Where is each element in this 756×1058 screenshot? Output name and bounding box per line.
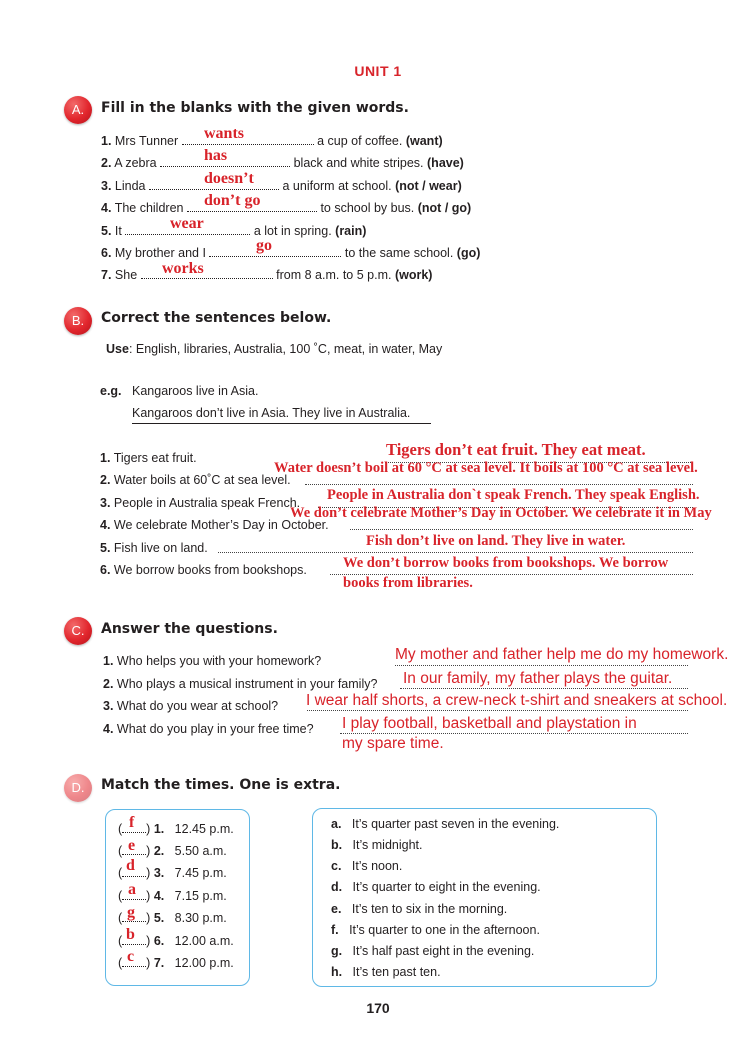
b-item-1: 1. Tigers eat fruit. — [100, 451, 197, 465]
c-item-4: 4. What do you play in your free time? — [103, 722, 314, 736]
b-answer-6b: books from libraries. — [343, 575, 473, 591]
option-c: c. It’s noon. — [331, 859, 403, 873]
d-answer-1: f — [129, 814, 135, 831]
section-a-badge: A. — [64, 96, 92, 124]
b-answer-6a: We don’t borrow books from bookshops. We borrow — [343, 555, 669, 571]
a-item-1: 1. Mrs Tunner a cup of coffee. (want) — [101, 134, 443, 148]
a-answer-3: doesn’t — [204, 170, 254, 187]
section-c-badge: C. — [64, 617, 92, 645]
a-item-7: 7. She from 8 a.m. to 5 p.m. (work) — [101, 268, 433, 282]
a-item-4: 4. The children to school by bus. (not / go) — [101, 201, 472, 215]
section-b-badge: B. — [64, 307, 92, 335]
a-answer-5: wear — [170, 215, 204, 232]
a-item-6: 6. My brother and I to the same school. (go) — [101, 246, 481, 260]
c-answer-3: I wear half shorts, a crew-neck t-shirt and sneakers at school. — [306, 692, 728, 709]
b-item-3: 3. People in Australia speak French. — [100, 496, 301, 510]
section-b-title: Correct the sentences below. — [101, 310, 332, 326]
option-a: a. It’s quarter past seven in the evening. — [331, 817, 560, 831]
d-answer-6: b — [126, 926, 135, 943]
b-answer-3: People in Australia don`t speak French. They speak English. — [327, 487, 700, 503]
b-answer-5: Fish don’t live on land. They live in water. — [366, 533, 626, 549]
c-answer-2: In our family, my father plays the guitar. — [403, 670, 673, 687]
b-answer-4: We don’t celebrate Mother’s Day in October. We celebrate it in May — [290, 505, 712, 521]
d-answer-4: a — [128, 881, 136, 898]
section-d-title: Match the times. One is extra. — [101, 777, 341, 793]
a-answer-4: don’t go — [204, 192, 261, 209]
b-item-4: 4. We celebrate Mother’s Day in October. — [100, 518, 329, 532]
page-number: 170 — [366, 1000, 390, 1016]
b-answer-1: Tigers don’t eat fruit. They eat meat. — [386, 440, 646, 459]
c-dotline-3 — [307, 710, 688, 711]
c-item-3: 3. What do you wear at school? — [103, 699, 279, 713]
a-item-2: 2. A zebra black and white stripes. (have) — [101, 156, 464, 170]
example-sentence: Kangaroos live in Asia. — [132, 384, 259, 398]
d-answer-7: c — [127, 948, 135, 965]
time-row-7: ( ) 7. 12.00 p.m. — [118, 956, 234, 970]
time-row-3: ( ) 3. 7.45 p.m. — [118, 866, 227, 880]
a-item-5: 5. It a lot in spring. (rain) — [101, 224, 367, 238]
option-e: e. It’s ten to six in the morning. — [331, 902, 508, 916]
option-g: g. It’s half past eight in the evening. — [331, 944, 535, 958]
c-dotline-4 — [340, 733, 688, 734]
option-f: f. It’s quarter to one in the afternoon. — [331, 923, 540, 937]
a-answer-2: has — [204, 147, 228, 164]
option-d: d. It’s quarter to eight in the evening. — [331, 880, 541, 894]
b-dotline-2 — [305, 484, 693, 485]
b-item-2: 2. Water boils at 60˚C at sea level. — [100, 473, 291, 487]
d-answer-3: d — [126, 857, 135, 874]
a-answer-6: go — [256, 237, 272, 254]
section-c-title: Answer the questions. — [101, 621, 278, 637]
option-h: h. It’s ten past ten. — [331, 965, 441, 979]
c-dotline-1 — [395, 665, 688, 666]
time-row-1: ( ) 1. 12.45 p.m. — [118, 822, 234, 836]
c-item-2: 2. Who plays a musical instrument in your family? — [103, 677, 378, 691]
c-answer-4a: I play football, basketball and playstation in — [342, 715, 637, 732]
a-answer-7: works — [162, 260, 204, 277]
a-item-3: 3. Linda a uniform at school. (not / wear) — [101, 179, 462, 193]
d-answer-5: g — [127, 904, 135, 921]
b-dotline-4 — [350, 529, 693, 530]
c-answer-1: My mother and father help me do my homework. — [395, 646, 729, 663]
options-box — [312, 808, 657, 987]
b-answer-2: Water doesn’t boil at 60 °C at sea level. It boils at 100 °C at sea level. — [274, 460, 698, 476]
section-d-badge: D. — [64, 774, 92, 802]
c-answer-4b: my spare time. — [342, 735, 444, 752]
b-item-5: 5. Fish live on land. — [100, 541, 208, 555]
use-words: Use: English, libraries, Australia, 100 ˚C, meat, in water, May — [106, 342, 443, 356]
example-label: e.g. — [100, 384, 122, 398]
b-item-6: 6. We borrow books from bookshops. — [100, 563, 307, 577]
c-dotline-2 — [400, 688, 688, 689]
time-row-5: ( ) 5. 8.30 p.m. — [118, 911, 227, 925]
b-dotline-5 — [218, 552, 693, 553]
c-item-1: 1. Who helps you with your homework? — [103, 654, 322, 668]
example-answer: Kangaroos don’t live in Asia. They live in Australia. — [132, 405, 431, 424]
unit-title: UNIT 1 — [354, 63, 402, 79]
a-answer-1: wants — [204, 125, 245, 142]
d-answer-2: e — [128, 837, 136, 854]
section-a-title: Fill in the blanks with the given words. — [101, 100, 409, 116]
option-b: b. It’s midnight. — [331, 838, 423, 852]
time-row-6: ( ) 6. 12.00 a.m. — [118, 934, 234, 948]
time-row-2: ( ) 2. 5.50 a.m. — [118, 844, 227, 858]
time-row-4: ( ) 4. 7.15 p.m. — [118, 889, 227, 903]
